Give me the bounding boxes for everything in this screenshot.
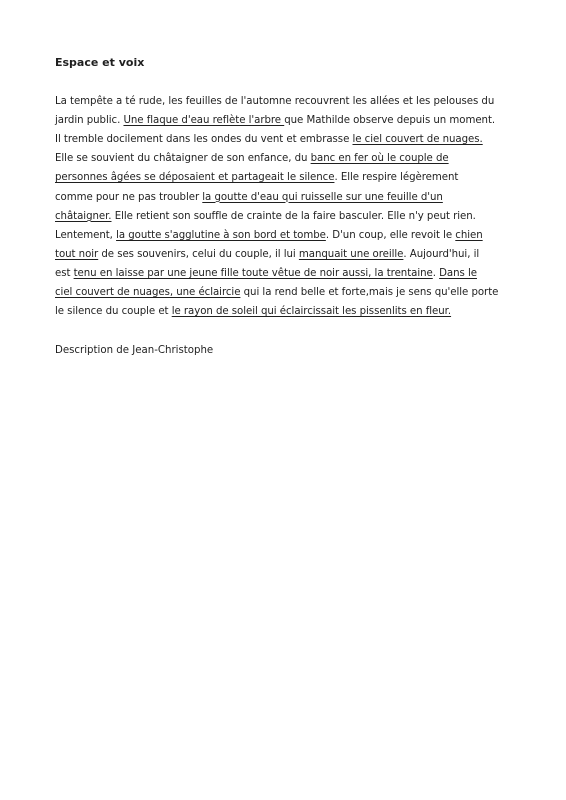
underlined-phrase: chien	[455, 229, 483, 241]
text-segment: le silence du couple et	[55, 306, 172, 318]
underlined-phrase: Une flaque d'eau reflète l'arbre	[123, 115, 285, 127]
text-segment: jardin public.	[55, 115, 124, 127]
underlined-phrase: manquait une oreille	[298, 248, 404, 260]
text-line	[55, 248, 479, 261]
underlined-phrase: Dans le	[439, 267, 477, 279]
underlined-phrase: le rayon de soleil qui éclaircissait les pissenlits en fleur.	[171, 306, 452, 318]
text-segment: qui la rend belle et forte,mais je sens qu'elle porte	[240, 287, 499, 298]
text-line	[55, 267, 477, 280]
underlined-phrase: tenu en laisse par une jeune fille toute vêtue de noir aussi, la trentaine	[73, 267, 433, 279]
text-segment: est	[55, 267, 74, 279]
text-segment: . Elle respire légèrement	[334, 172, 459, 184]
text-line	[55, 305, 451, 318]
text-line	[55, 114, 495, 127]
underlined-phrase: ciel couvert de nuages, une éclaircie	[55, 287, 241, 298]
text-segment: que Mathilde observe depuis un moment.	[284, 115, 496, 127]
underlined-phrase: banc en fer où le couple de	[310, 153, 449, 165]
text-segment: .	[432, 267, 440, 279]
text-line	[55, 152, 449, 165]
text-segment: comme pour ne pas troubler	[55, 191, 203, 203]
text-line	[55, 286, 498, 299]
text-segment: . D'un coup, elle revoit le	[325, 229, 456, 241]
underlined-phrase: le ciel couvert de nuages.	[352, 134, 483, 146]
text-line	[55, 191, 443, 204]
text-segment: de ses souvenirs, celui du couple, il lui	[98, 248, 299, 260]
underlined-phrase: tout noir	[55, 248, 99, 260]
text-segment: . Aujourd'hui, il	[403, 248, 480, 260]
text-line	[55, 95, 494, 108]
underlined-phrase: personnes âgées se déposaient et partageait le silence	[55, 172, 335, 184]
text-segment: Elle retient son souffle de crainte de la faire basculer. Elle n'y peut rien.	[111, 210, 476, 222]
text-segment: La tempête a té rude, les feuilles de l'automne recouvrent les allées et les pelouses du	[55, 96, 495, 107]
text-segment: Lentement,	[55, 229, 117, 241]
text-line	[55, 210, 476, 223]
underlined-phrase: la goutte s'agglutine à son bord et tombe	[116, 229, 326, 241]
text-line	[55, 133, 483, 146]
signature: Description de Jean-Christophe	[55, 345, 214, 356]
text-line	[55, 229, 483, 242]
document-title: Espace et voix	[55, 56, 145, 69]
text-line	[55, 171, 458, 184]
text-segment: Elle se souvient du châtaigner de son enfance, du	[55, 153, 311, 165]
underlined-phrase: la goutte d'eau qui ruisselle sur une feuille d'un	[202, 191, 443, 203]
underlined-phrase: châtaigner.	[55, 210, 112, 222]
text-segment: Il tremble docilement dans les ondes du vent et embrasse	[55, 134, 353, 146]
